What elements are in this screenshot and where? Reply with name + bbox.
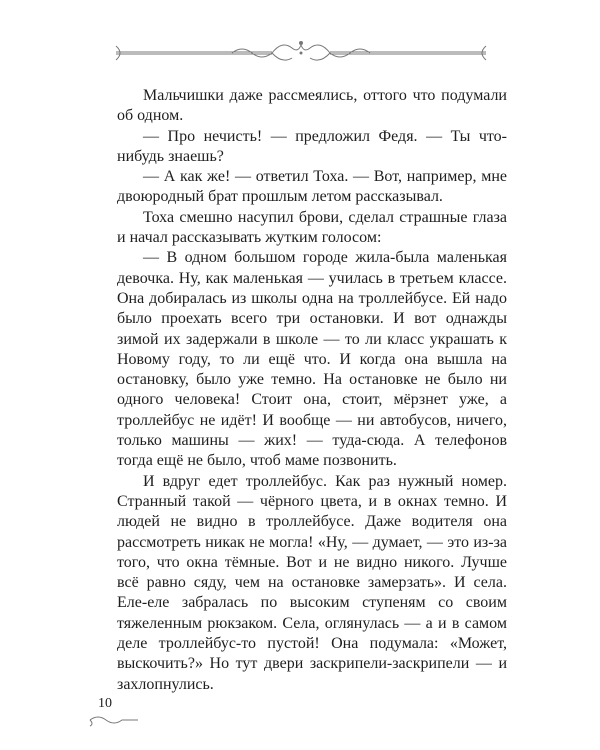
paragraph: — А как же! — ответил Тоха. — Вот, например, мне двоюродный брат прошлым летом рассказывал. (117, 168, 507, 206)
footer-ornament (88, 712, 140, 728)
paragraph: Тоха смешно насупил брови, сделал страшные глаза и начал рассказывать жутким голосом: (117, 208, 507, 247)
page-number: 10 (98, 696, 112, 711)
paragraph: Мальчишки даже рассмеялись, оттого что подумали об одном. (117, 87, 507, 125)
paragraph: И вдруг едет троллейбус. Как раз нужный номер. Странный такой — чёрного цвета, и в окнах темно. И людей не видно в троллейбусе. Даже водителя она рассмотреть никак не могла! «Ну, — думает, — это из-за того, что окна тёмные. Вот и не видно никого. Лучше всё равно сяду, чем на остановке замерзать». И села. Еле-еле забралась по высоким ступеням со своим тяжеленным рюкзаком. Села, оглянулась — а и в самом деле троллейбус-то пустой! Она подумала: «Может, выскочить?» Но тут двери заскрипели-заскрипели — и захлопнулись. (117, 472, 507, 693)
paragraph: — Про нечисть! — предложил Федя. — Ты что-нибудь знаешь? (117, 127, 507, 165)
story-text (117, 86, 507, 695)
header-ornament (112, 36, 490, 64)
paragraph: — В одном большом городе жила-была маленькая девочка. Ну, как маленькая — училась в третьем классе. Она добиралась из школы одна на троллейбусе. Ей надо было проехать всего три остановки. И вот однажды зимой их задержали в школе — то ли класс украшать к Новому году, то ли ещё что. И когда она вышла на остановку, было уже темно. На остановке не было ни одного человека! Стоит она, стоит, мёрзнет уже, а троллейбус не идёт! И вообще — ни автобусов, ничего, только машины — жих! — туда-сюда. А телефонов тогда ещё не было, чтоб маме позвонить. (117, 249, 507, 470)
